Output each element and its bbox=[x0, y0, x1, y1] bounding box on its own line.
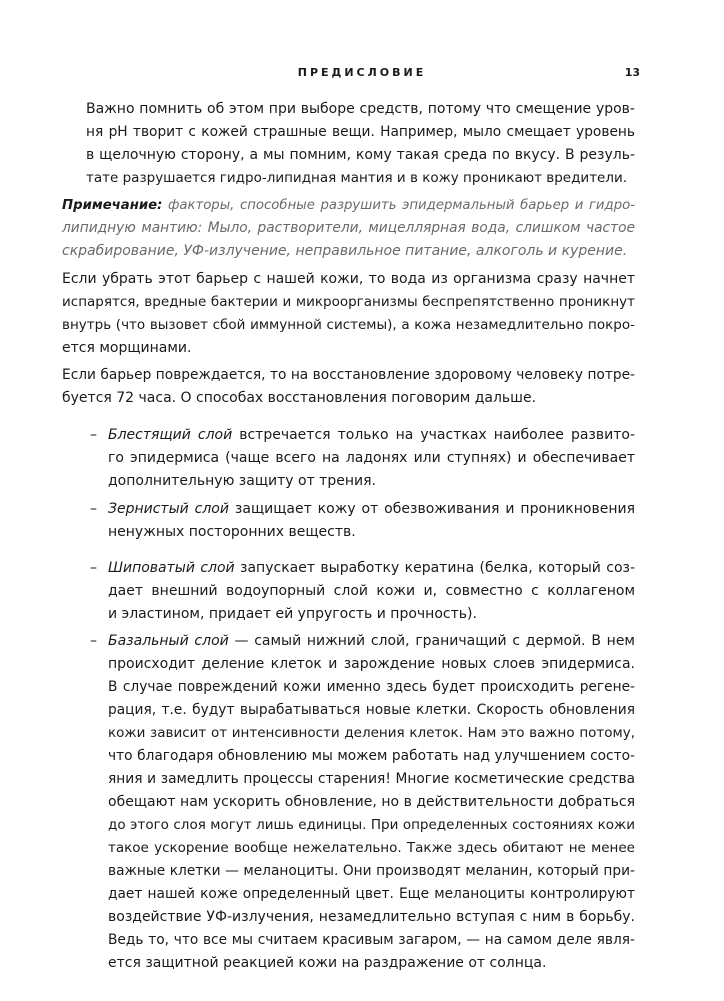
text-line: ня pH творит с кожей страшные вещи. Например, мыло смещает уровень bbox=[86, 124, 635, 140]
text-line: Если барьер повреждается, то на восстановление здоровому человеку потре- bbox=[62, 367, 635, 383]
text-line: рация, т.е. будут вырабатываться новые клетки. Скорость обновления bbox=[108, 702, 635, 718]
text-line: и эластином, придает ей упругость и прочность). bbox=[108, 606, 477, 622]
layer-text: запускает выработку кератина (белка, который соз- bbox=[234, 560, 636, 576]
layer-term: Блестящий слой bbox=[108, 427, 233, 443]
text-line: скрабирование, УФ-излучение, неправильное питание, алкоголь и курение. bbox=[62, 243, 628, 259]
text-line: испарятся, вредные бактерии и микроорганизмы беспрепятственно проникнут bbox=[62, 294, 635, 310]
layer-term: Шиповатый слой bbox=[108, 560, 235, 576]
layer-item bbox=[90, 557, 636, 626]
running-head: ПРЕДИСЛОВИЕ bbox=[297, 66, 427, 79]
dash-marker: – bbox=[90, 633, 97, 649]
text-line: ется защитной реакцией кожи на раздражение от солнца. bbox=[108, 955, 547, 971]
text-line: дает нашей коже определенный цвет. Еще меланоциты контролируют bbox=[108, 886, 635, 902]
text-line: тате разрушается гидро-липидная мантия и в кожу проникают вредители. bbox=[86, 170, 628, 186]
text-line: происходит деление клеток и зарождение новых слоев эпидермиса. bbox=[108, 656, 635, 672]
text-line: ется морщинами. bbox=[62, 340, 192, 356]
text-line bbox=[108, 498, 635, 521]
layer-item bbox=[90, 630, 635, 975]
text-line: яния и замедлить процессы старения! Многие косметические средства bbox=[108, 771, 635, 787]
text-line bbox=[108, 630, 635, 653]
note-block bbox=[62, 194, 635, 263]
text-line: дает внешний водоупорный слой кожи и, совместно с коллагеном bbox=[108, 583, 635, 599]
page-header bbox=[0, 66, 724, 86]
layer-text: встречается только на участках наиболее развито- bbox=[232, 427, 635, 443]
text-line: го эпидермиса (чаще всего на ладонях или ступнях) и обеспечивает bbox=[108, 450, 635, 466]
text-line: буется 72 часа. О способах восстановления поговорим дальше. bbox=[62, 390, 537, 406]
text-line bbox=[108, 557, 635, 580]
text-line bbox=[62, 194, 635, 217]
dash-marker: – bbox=[90, 560, 97, 576]
paragraph-recovery bbox=[62, 364, 635, 410]
dash-marker: – bbox=[90, 427, 97, 443]
text-line: до этого слоя могут лишь единицы. При определенных состояниях кожи bbox=[108, 817, 635, 833]
layer-item bbox=[90, 424, 635, 493]
text-line: липидную мантию: Мыло, растворители, мицеллярная вода, слишком частое bbox=[62, 220, 635, 236]
text-line: важные клетки — меланоциты. Они производят меланин, который при- bbox=[108, 863, 635, 879]
layer-term: Зернистый слой bbox=[108, 501, 229, 517]
layer-term: Базальный слой bbox=[108, 633, 229, 649]
text-line: такое ускорение вообще нежелательно. Также здесь обитают не менее bbox=[108, 840, 635, 856]
dash-marker: – bbox=[90, 501, 97, 517]
text-line: воздействие УФ-излучения, незамедлительно вступая с ним в борьбу. bbox=[108, 909, 635, 925]
page-number: 13 bbox=[624, 66, 640, 79]
text-line: в щелочную сторону, а мы помним, кому такая среда по вкусу. В резуль- bbox=[86, 147, 635, 163]
note-text: факторы, способные разрушить эпидермальный барьер и гидро- bbox=[162, 198, 635, 213]
paragraph-intro bbox=[86, 98, 635, 190]
layer-item bbox=[90, 498, 636, 544]
text-line: В случае повреждений кожи именно здесь будет происходить регене- bbox=[108, 679, 635, 695]
text-line bbox=[108, 424, 635, 447]
text-line: Если убрать этот барьер с нашей кожи, то вода из организма сразу начнет bbox=[62, 271, 635, 287]
note-label: Примечание: bbox=[62, 198, 163, 213]
layer-text: защищает кожу от обезвоживания и проникновения bbox=[228, 501, 636, 517]
layer-text: — самый нижний слой, граничащий с дермой. В нем bbox=[228, 633, 635, 649]
text-line: кожи зависит от интенсивности деления клеток. Нам это важно потому, bbox=[108, 725, 635, 741]
text-line: внутрь (что вызовет сбой иммунной системы), а кожа незамедлительно покро- bbox=[62, 317, 635, 333]
text-line: Ведь то, что все мы считаем красивым загаром, — на самом деле явля- bbox=[108, 932, 635, 948]
paragraph-barrier bbox=[62, 268, 635, 360]
text-line: обещают нам ускорить обновление, но в действительности добраться bbox=[108, 794, 635, 810]
text-line: дополнительную защиту от трения. bbox=[108, 473, 376, 489]
text-line: Важно помнить об этом при выборе средств, потому что смещение уров- bbox=[86, 101, 635, 117]
text-line: ненужных посторонних веществ. bbox=[108, 524, 356, 540]
text-line: что благодаря обновлению мы можем работать над улучшением состо- bbox=[108, 748, 635, 764]
